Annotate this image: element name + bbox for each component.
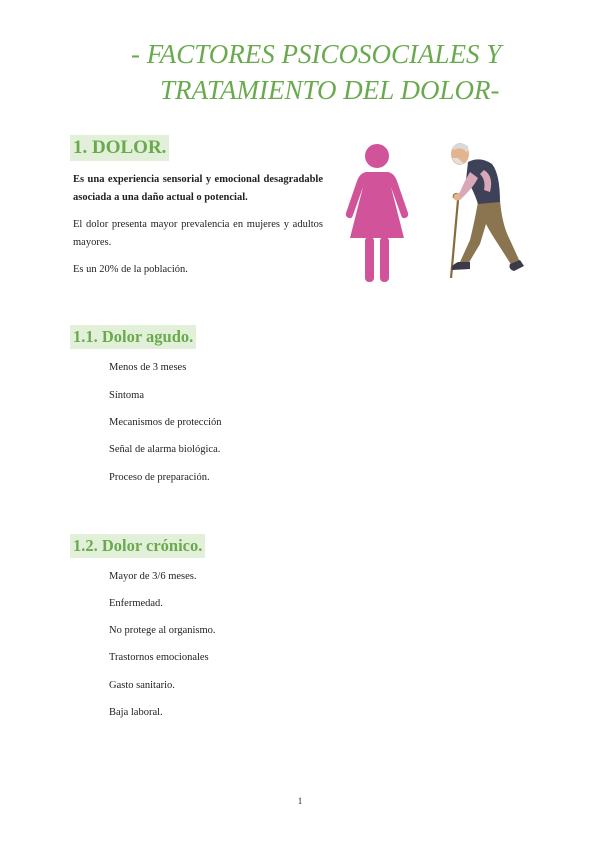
prevalence-paragraph: El dolor presenta mayor prevalencia en mujeres y adultos mayores. (73, 219, 323, 248)
title-line-1: - FACTORES PSICOSOCIALES Y (131, 39, 502, 69)
page-number: 1 (297, 796, 303, 806)
definition-paragraph: Es una experiencia sensorial y emocional desagradable asociada a una daño actual o potencial. (73, 174, 323, 203)
list-item: Trastornos emocionales (109, 652, 209, 663)
list-item: Enfermedad. (109, 598, 163, 609)
elderly-man-cane-icon (440, 140, 524, 280)
list-item: No protege al organismo. (109, 625, 216, 636)
list-item: Mayor de 3/6 meses. (109, 571, 197, 582)
title-line-2: TRATAMIENTO DEL DOLOR- (160, 75, 500, 105)
list-item: Proceso de preparación. (109, 472, 210, 483)
section-heading-dolor: 1. DOLOR. (70, 135, 169, 161)
section-heading-dolor-agudo: 1.1. Dolor agudo. (70, 325, 196, 349)
list-item: Baja laboral. (109, 707, 163, 718)
section-heading-dolor-cronico: 1.2. Dolor crónico. (70, 534, 205, 558)
list-item: Menos de 3 meses (109, 362, 187, 373)
list-item: Gasto sanitario. (109, 680, 175, 691)
woman-figure-icon (344, 143, 410, 283)
list-item: Síntoma (109, 390, 145, 401)
population-paragraph: Es un 20% de la población. (73, 264, 188, 275)
list-item: Mecanismos de protección (109, 417, 222, 428)
list-item: Señal de alarma biológica. (109, 444, 221, 455)
